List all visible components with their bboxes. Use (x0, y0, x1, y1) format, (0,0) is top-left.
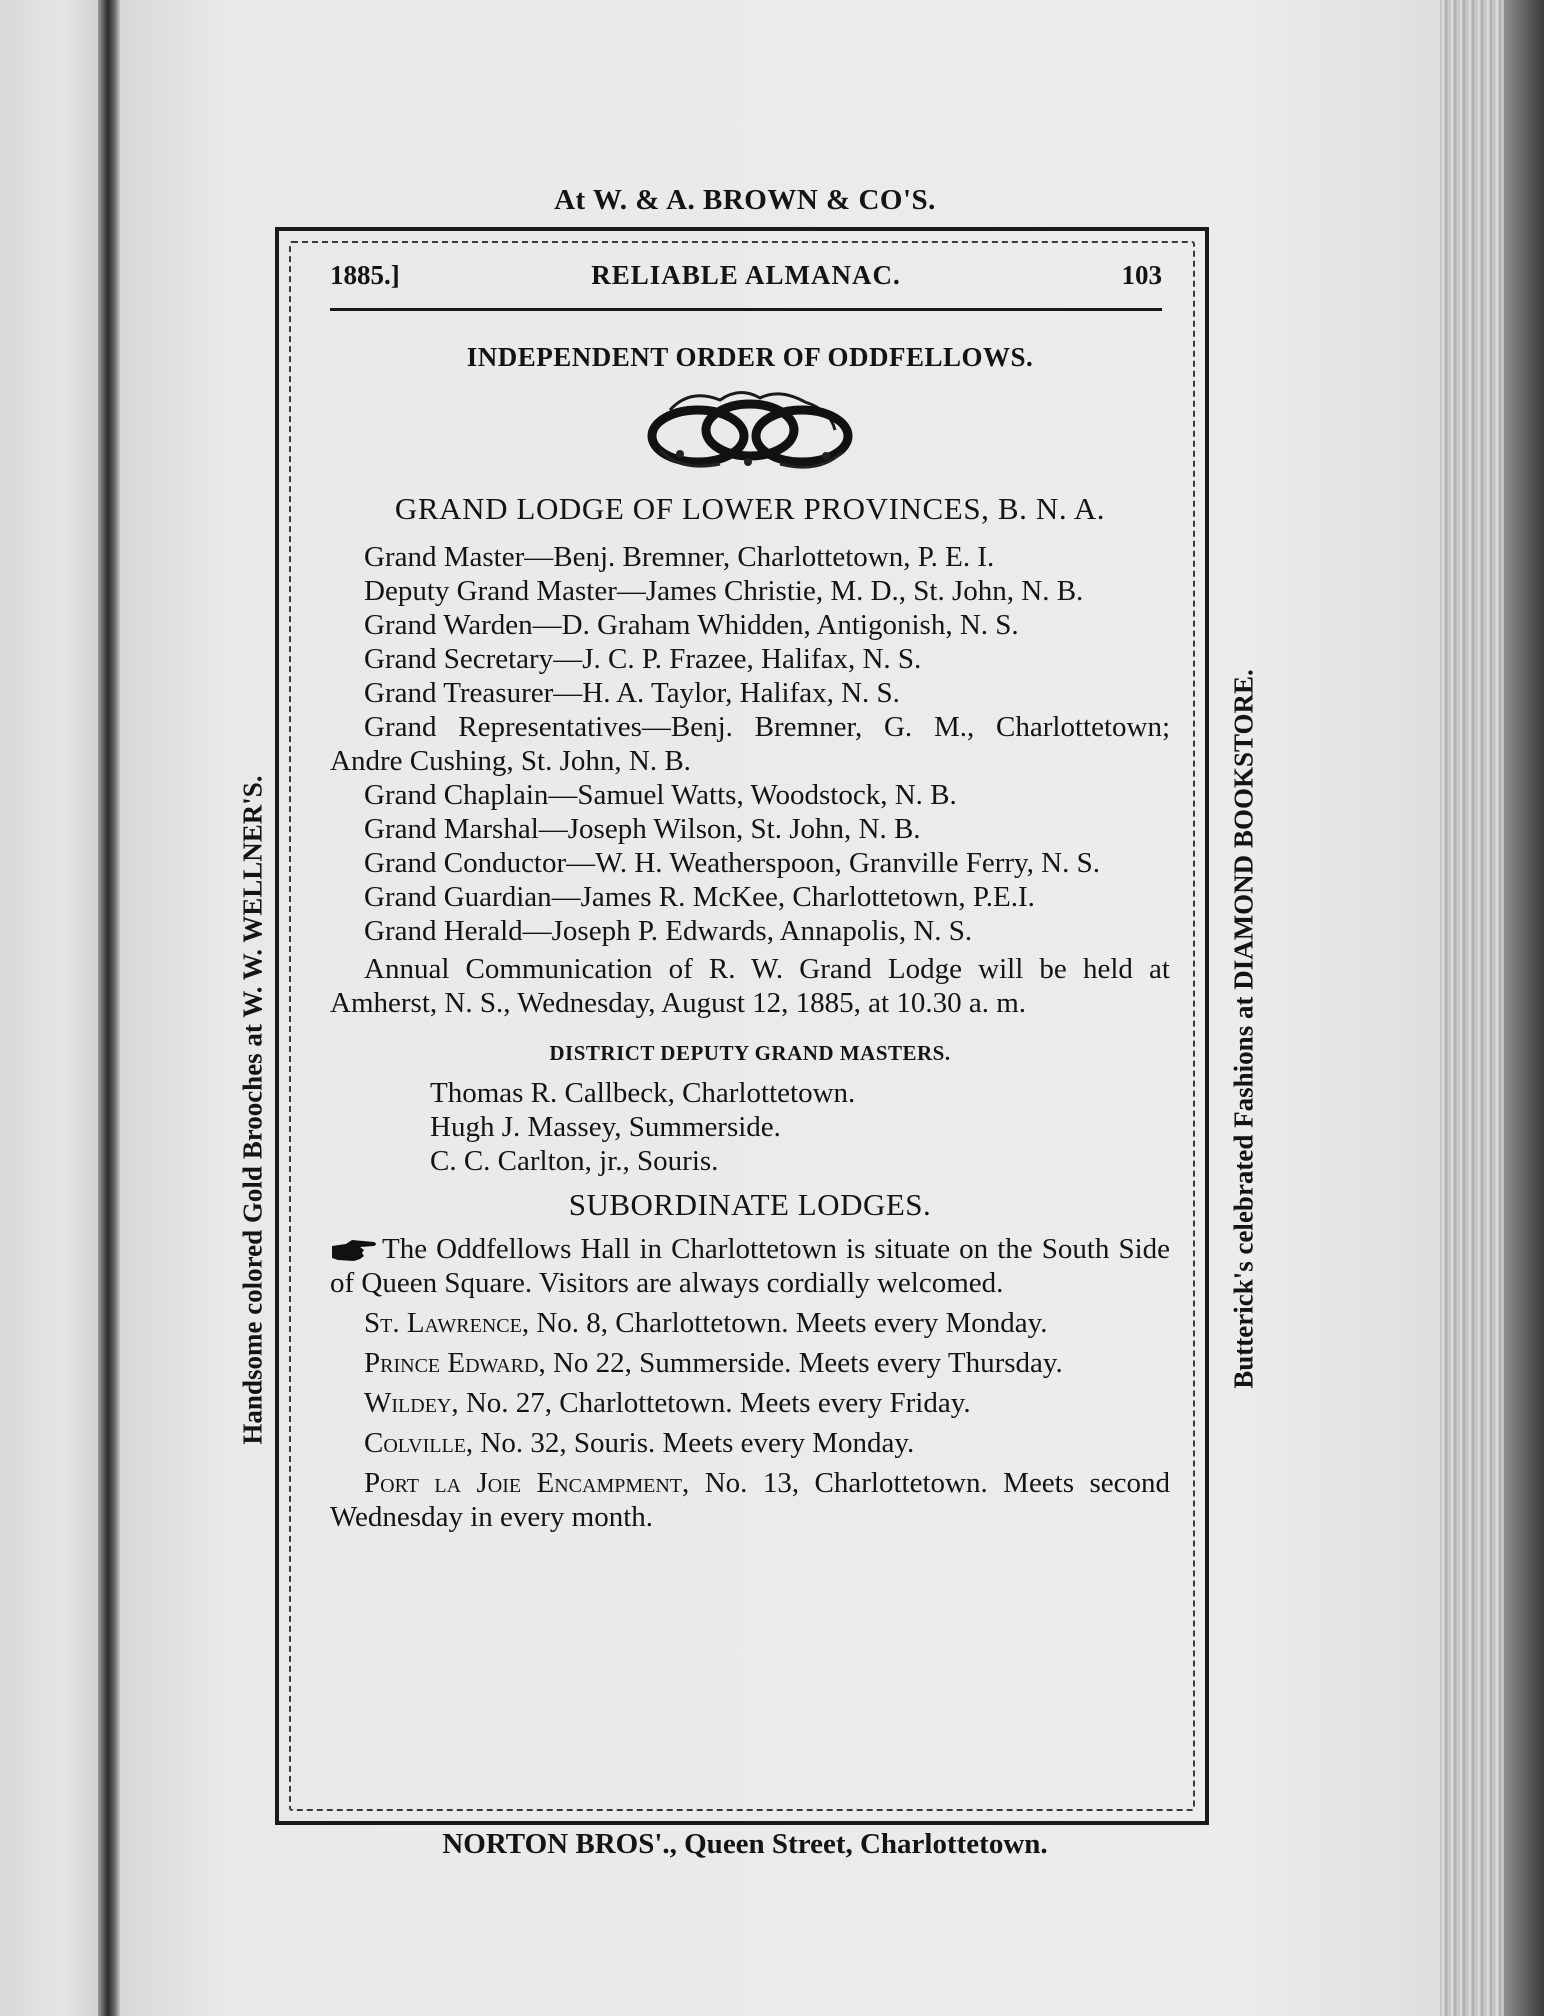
officer-entry: Grand Herald—Joseph P. Edwards, Annapolis, N. S. (364, 915, 973, 947)
officer-entry: Grand Marshal—Joseph Wilson, St. John, N. B. (364, 813, 921, 845)
lodge-entry (330, 1306, 1170, 1340)
lodge-entry (330, 1386, 1170, 1420)
header-year: 1885.] (330, 260, 400, 290)
lodge-details: , No. 8, Charlottetown. Meets every Monday. (521, 1307, 1048, 1339)
officer-entry: Grand Representatives—Benj. Bremner, G. M., Charlottetown; Andre Cushing, St. John, N. B. (330, 711, 1170, 777)
lodge-name: Port la Joie Encampment (364, 1467, 683, 1499)
officers-list (330, 540, 1170, 948)
previous-page-edge (0, 0, 104, 2016)
lodge-entry (330, 1466, 1170, 1534)
officer-entry: Grand Master—Benj. Bremner, Charlottetown, P. E. I. (364, 541, 995, 573)
officer-entry: Deputy Grand Master—James Christie, M. D., St. John, N. B. (364, 575, 1084, 607)
lodge-details: , No. 32, Souris. Meets every Monday. (465, 1427, 915, 1459)
lodge-details: , No. 27, Charlottetown. Meets every Friday. (451, 1387, 971, 1419)
hall-notice (330, 1232, 1170, 1300)
officer-entry: Grand Treasurer—H. A. Taylor, Halifax, N. S. (364, 677, 900, 709)
ddgm-entry: Thomas R. Callbeck, Charlottetown. (430, 1077, 856, 1109)
book-cover-edge (1504, 0, 1544, 2016)
ddgm-list (330, 1076, 1170, 1178)
header-rule (330, 308, 1162, 311)
lodges-list (330, 1306, 1170, 1534)
three-links-emblem-icon (630, 380, 870, 480)
annual-communication: Annual Communication of R. W. Grand Lodge will be held at Amherst, N. S., Wednesday, August 12, 1885, at 10.30 a. m. (330, 953, 1170, 1019)
subordinate-lodges-title: SUBORDINATE LODGES. (568, 1187, 932, 1222)
officer-entry: Grand Warden—D. Graham Whidden, Antigonish, N. S. (364, 609, 1019, 641)
ddgm-entry: Hugh J. Massey, Summerside. (430, 1111, 781, 1143)
lodge-name: Wildey (364, 1387, 452, 1419)
officer-entry: Grand Conductor—W. H. Weatherspoon, Granville Ferry, N. S. (364, 847, 1100, 879)
lodge-details: , No 22, Summerside. Meets every Thursday. (538, 1347, 1063, 1379)
lodge-details: , No. 13, Charlottetown. Meets second Wednesday in every month. (330, 1467, 1170, 1533)
running-head (330, 260, 1162, 296)
officer-entry: Grand Secretary—J. C. P. Frazee, Halifax, N. S. (364, 643, 922, 675)
lodge-name: St. Lawrence (364, 1307, 522, 1339)
page-number: 103 (1121, 260, 1162, 290)
ddgm-entry: C. C. Carlton, jr., Souris. (430, 1145, 719, 1177)
lodge-name: Colville (364, 1427, 466, 1459)
header-title: RELIABLE ALMANAC. (591, 260, 901, 290)
left-advertisement: Handsome colored Gold Brooches at W. W. WELLNER'S. (237, 775, 268, 1445)
book-gutter (98, 0, 120, 2016)
order-title: INDEPENDENT ORDER OF ODDFELLOWS. (466, 342, 1034, 372)
officer-entry: Grand Chaplain—Samuel Watts, Woodstock, N. B. (364, 779, 957, 811)
lodge-entry (330, 1426, 1170, 1460)
top-advertisement: At W. & A. BROWN & CO'S. (554, 184, 936, 216)
right-advertisement: Butterick's celebrated Fashions at DIAMOND BOOKSTORE. (1228, 669, 1259, 1389)
officer-entry: Grand Guardian—James R. McKee, Charlottetown, P.E.I. (364, 881, 1035, 913)
pointing-hand-icon (330, 1238, 378, 1264)
bottom-advertisement: NORTON BROS'., Queen Street, Charlottetown. (442, 1828, 1048, 1860)
page-content (330, 340, 1170, 1540)
lodge-entry (330, 1346, 1170, 1380)
grand-lodge-title: GRAND LODGE OF LOWER PROVINCES, B. N. A. (394, 491, 1106, 526)
hall-notice-text: The Oddfellows Hall in Charlottetown is situate on the South Side of Queen Square. Visitors are always cordially welcomed. (330, 1233, 1170, 1299)
lodge-name: Prince Edward (364, 1347, 539, 1379)
ddgm-title: DISTRICT DEPUTY GRAND MASTERS. (549, 1041, 951, 1065)
